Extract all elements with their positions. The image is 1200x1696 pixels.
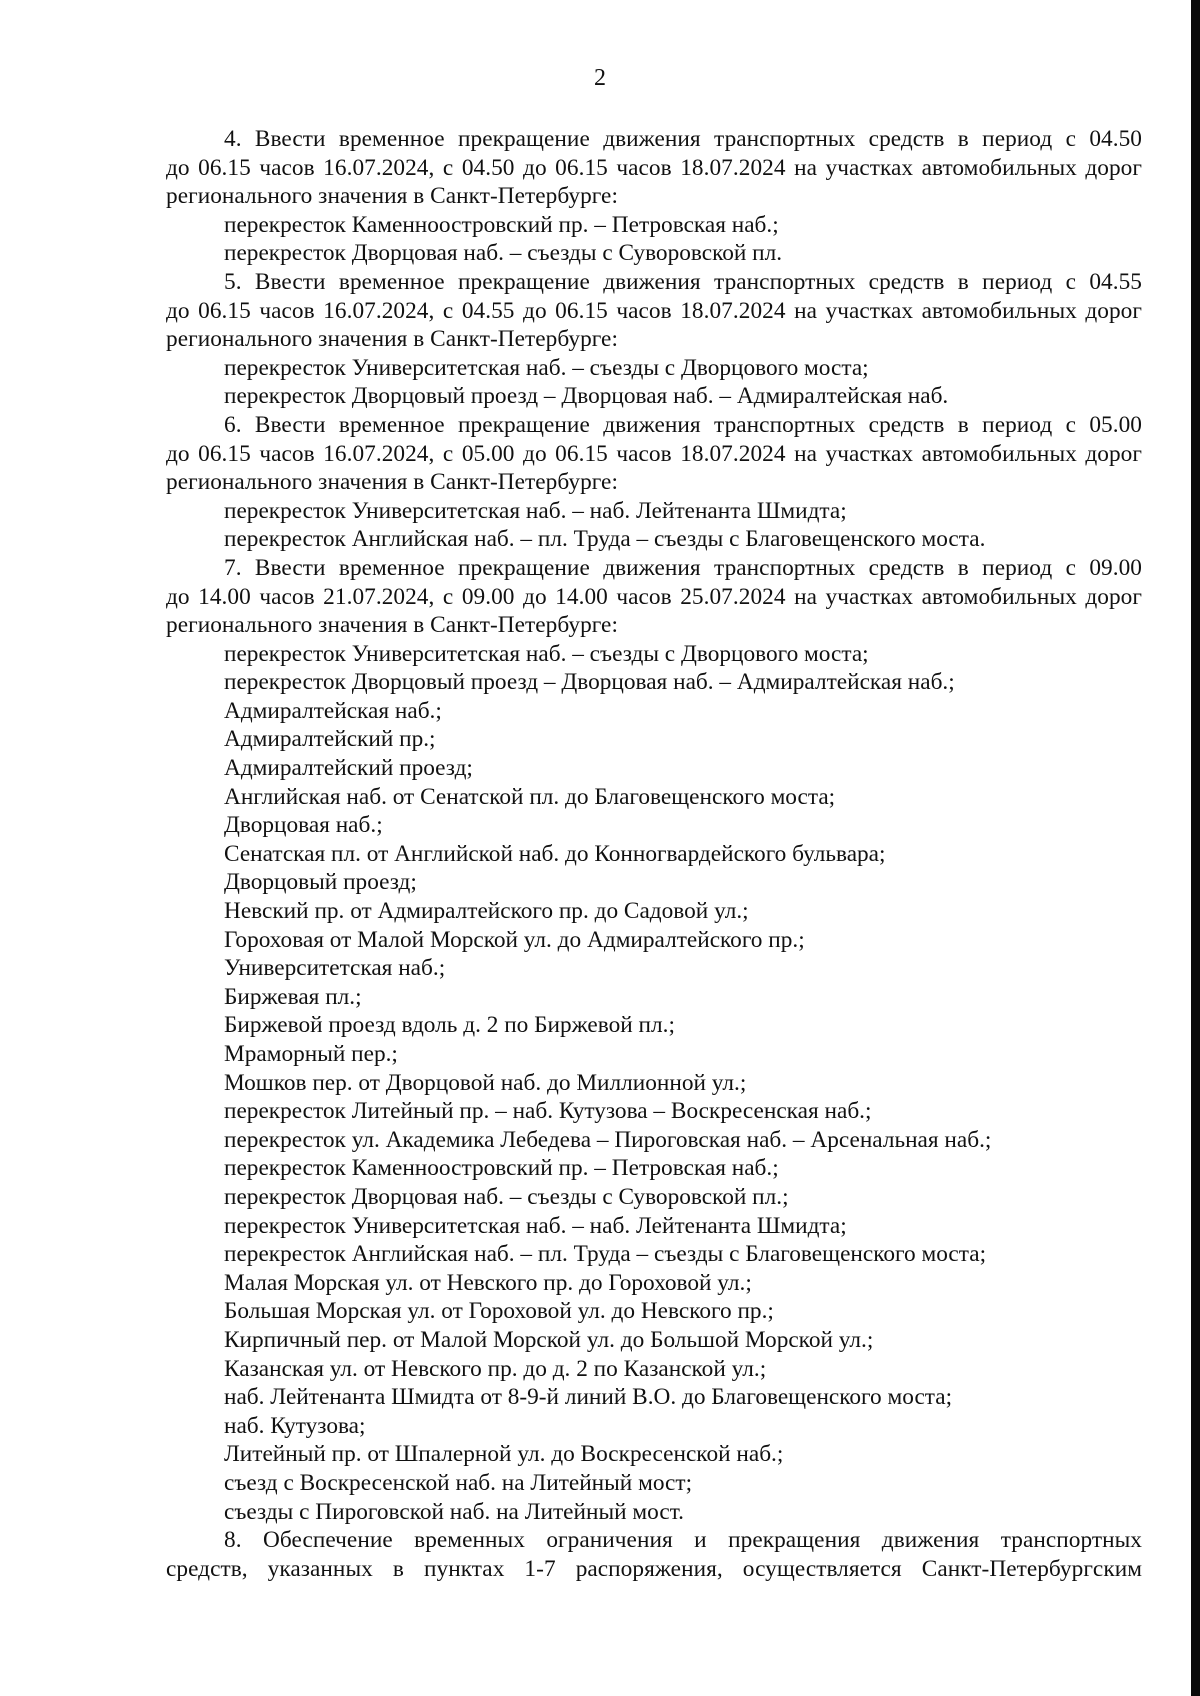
list-item: перекресток Английская наб. – пл. Труда – съезды с Благовещенского моста. [224, 526, 986, 553]
list-item: Биржевая пл.; [224, 983, 362, 1010]
list-item: перекресток Каменноостровский пр. – Петровская наб.; [224, 1155, 779, 1182]
paragraph-p6 [166, 411, 1142, 497]
list-item: Мраморный пер.; [224, 1041, 398, 1067]
list-item: Кирпичный пер. от Малой Морской ул. до Большой Морской ул.; [224, 1326, 874, 1353]
list-item: Малая Морская ул. от Невского пр. до Гороховой ул.; [224, 1269, 752, 1296]
list-item: перекресток Дворцовая наб. – съезды с Суворовской пл. [224, 240, 783, 267]
paragraph-line: до 06.15 часов 16.07.2024, с 04.55 до 06.15 часов 18.07.2024 на участках автомобильных дорог [166, 297, 1142, 324]
list-item: Литейный пр. от Шпалерной ул. до Воскресенской наб.; [224, 1441, 784, 1468]
list-item: перекресток Английская наб. – пл. Труда – съезды с Благовещенского моста; [224, 1241, 987, 1268]
list-item: Дворцовый проезд; [224, 869, 417, 896]
document-body [166, 125, 1142, 1583]
paragraph-p5 [166, 268, 1142, 354]
paragraph-line: средств, указанных в пунктах 1-7 распоряжения, осуществляется Санкт-Петербургским [166, 1555, 1142, 1582]
list-item: перекресток Литейный пр. – наб. Кутузова – Воскресенская наб.; [224, 1098, 872, 1125]
paragraph-line: до 14.00 часов 21.07.2024, с 09.00 до 14.00 часов 25.07.2024 на участках автомобильных дорог [166, 583, 1142, 610]
list-item: Адмиралтейская наб.; [224, 697, 442, 724]
list-item: Дворцовая наб.; [224, 812, 383, 839]
list-item: съезды с Пироговской наб. на Литейный мост. [224, 1498, 684, 1525]
list-item: Невский пр. от Адмиралтейского пр. до Садовой ул.; [224, 898, 749, 925]
paragraph-p4 [166, 125, 1142, 211]
list-item: перекресток Университетская наб. – наб. Лейтенанта Шмидта; [224, 1212, 847, 1239]
list-item: Адмиралтейский пр.; [224, 726, 436, 753]
paragraph-line: 7. Ввести временное прекращение движения транспортных средств в период с 09.00 [224, 554, 1142, 581]
paragraph-line: регионального значения в Санкт-Петербурге: [166, 183, 618, 210]
list-item: перекресток ул. Академика Лебедева – Пироговская наб. – Арсенальная наб.; [224, 1126, 992, 1153]
scan-edge [1191, 0, 1200, 1696]
list-item: перекресток Каменноостровский пр. – Петровская наб.; [224, 211, 779, 238]
list-item: перекресток Дворцовая наб. – съезды с Суворовской пл.; [224, 1183, 789, 1210]
paragraph-line: регионального значения в Санкт-Петербурге: [166, 469, 618, 496]
list-item: Сенатская пл. от Английской наб. до Конногвардейского бульвара; [224, 840, 886, 867]
paragraph-line: 8. Обеспечение временных ограничения и прекращения движения транспортных [224, 1527, 1142, 1554]
paragraph-line: 5. Ввести временное прекращение движения транспортных средств в период с 04.55 [224, 268, 1142, 295]
list-item: перекресток Дворцовый проезд – Дворцовая наб. – Адмиралтейская наб.; [224, 669, 955, 696]
paragraph-line: регионального значения в Санкт-Петербурге: [166, 326, 618, 353]
list-item: Английская наб. от Сенатской пл. до Благовещенского моста; [224, 783, 836, 810]
list-item: наб. Лейтенанта Шмидта от 8-9-й линий В.О. до Благовещенского моста; [224, 1384, 953, 1411]
list-item: перекресток Дворцовый проезд – Дворцовая наб. – Адмиралтейская наб. [224, 383, 949, 410]
list-item: Биржевой проезд вдоль д. 2 по Биржевой пл.; [224, 1012, 675, 1039]
list-item: наб. Кутузова; [224, 1412, 366, 1439]
list-item: Мошков пер. от Дворцовой наб. до Миллионной ул.; [224, 1069, 747, 1096]
paragraph-line: 6. Ввести временное прекращение движения транспортных средств в период с 05.00 [224, 411, 1142, 438]
list-item: Казанская ул. от Невского пр. до д. 2 по Казанской ул.; [224, 1355, 767, 1382]
list-item: Большая Морская ул. от Гороховой ул. до Невского пр.; [224, 1298, 774, 1325]
paragraph-line: 4. Ввести временное прекращение движения транспортных средств в период с 04.50 [224, 126, 1142, 152]
list-item: Гороховая от Малой Морской ул. до Адмиралтейского пр.; [224, 926, 805, 953]
list-item: Адмиралтейский проезд; [224, 755, 473, 782]
paragraph-p7 [166, 554, 1142, 640]
list-item: перекресток Университетская наб. – наб. Лейтенанта Шмидта; [224, 497, 847, 524]
list-item: перекресток Университетская наб. – съезды с Дворцового моста; [224, 354, 869, 381]
paragraph-line: регионального значения в Санкт-Петербурге: [166, 612, 618, 639]
paragraph-line: до 06.15 часов 16.07.2024, с 05.00 до 06.15 часов 18.07.2024 на участках автомобильных дорог [166, 440, 1142, 467]
list-item: перекресток Университетская наб. – съезды с Дворцового моста; [224, 640, 869, 667]
paragraph-p8 [166, 1526, 1142, 1583]
page-number: 2 [594, 65, 606, 91]
list-item: Университетская наб.; [224, 955, 446, 982]
paragraph-line: до 06.15 часов 16.07.2024, с 04.50 до 06.15 часов 18.07.2024 на участках автомобильных дорог [166, 154, 1142, 181]
list-item: съезд с Воскресенской наб. на Литейный мост; [224, 1469, 693, 1496]
